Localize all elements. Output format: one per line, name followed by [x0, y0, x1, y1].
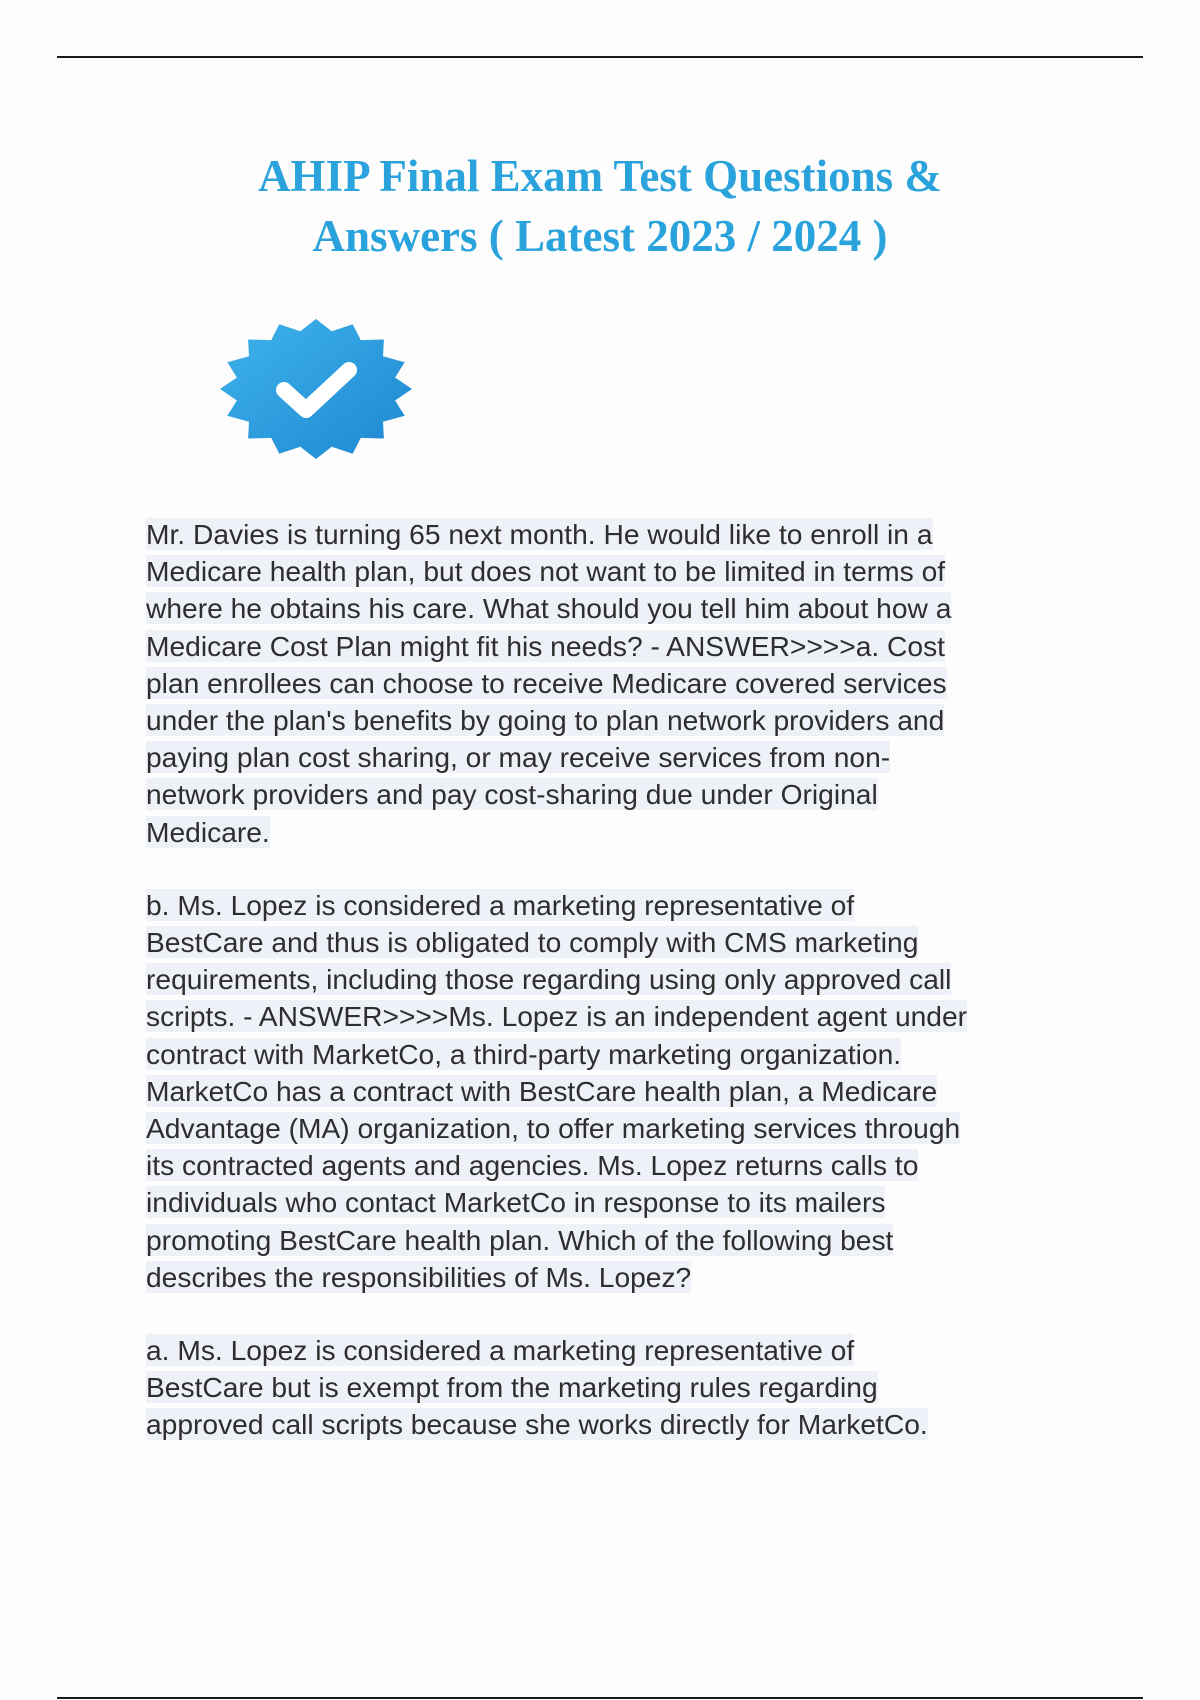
page-title [100, 146, 1100, 266]
paragraph-2-text: b. Ms. Lopez is considered a marketing representative of BestCare and thus is obligated to comply with CMS marketing requirements, including those regarding using only approved call scripts. - ANSWER>>>>Ms. Lopez is an independent agent under contract with MarketCo, a third-party marketing organization. MarketCo has a contract with BestCare health plan, a Medicare Advantage (MA) organization, to offer marketing services through its contracted agents and agencies. Ms. Lopez returns calls to individuals who contact MarketCo in response to its mailers promoting BestCare health plan. Which of the following best describes the responsibilities of Ms. Lopez? [146, 888, 968, 1293]
paragraph-3-text: a. Ms. Lopez is considered a marketing representative of BestCare but is exempt from the marketing rules regarding approved call scripts because she works directly for MarketCo. [146, 1334, 928, 1441]
title-line-1: AHIP Final Exam Test Questions & [258, 151, 942, 201]
paragraph-1 [146, 516, 1106, 851]
bottom-divider [57, 1697, 1143, 1699]
paragraph-1-text: Mr. Davies is turning 65 next month. He would like to enroll in a Medicare health plan, but does not want to be limited in terms of where he obtains his care. What should you tell him about how a Medicare Cost Plan might fit his needs? - ANSWER>>>>a. Cost plan enrollees can choose to receive Medicare covered services under the plan's benefits by going to plan network providers and paying plan cost sharing, or may receive services from non- network providers and pay cost-sharing due under Original Medicare. [146, 518, 952, 848]
title-line-2: Answers ( Latest 2023 / 2024 ) [312, 211, 888, 261]
verified-checkmark-icon [218, 318, 414, 460]
paragraph-3 [146, 1332, 1106, 1444]
document-body [146, 516, 1106, 1480]
paragraph-2 [146, 887, 1106, 1296]
top-divider [57, 56, 1143, 58]
